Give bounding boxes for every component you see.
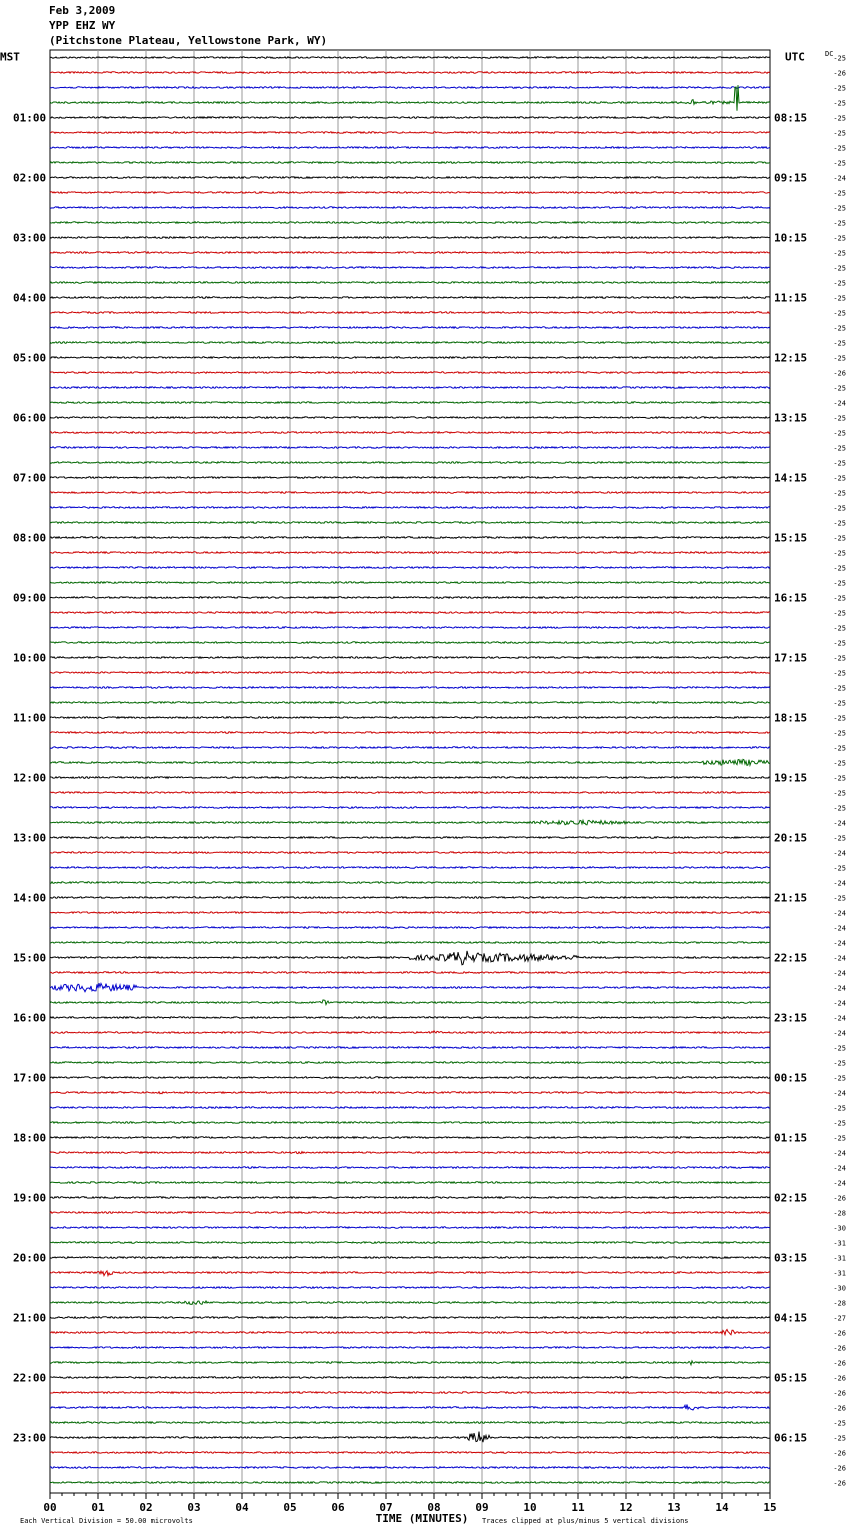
dc-offset-label: -24: [833, 819, 846, 828]
utc-hour-label: 02:15: [774, 1191, 808, 1205]
seismic-trace: [50, 1092, 770, 1094]
dc-offset-label: -25: [833, 459, 846, 468]
seismic-trace: [50, 807, 770, 809]
seismic-trace: [50, 177, 770, 179]
dc-offset-label: -24: [833, 1014, 846, 1023]
dc-offset-label: -26: [833, 1479, 846, 1488]
seismic-trace: [50, 192, 770, 194]
mst-hour-label: 10:00: [13, 651, 47, 665]
footer-scale-note: Each Vertical Division = 50.00 microvolts: [20, 1517, 193, 1525]
seismic-trace: [50, 942, 770, 944]
seismic-trace: [50, 1077, 770, 1079]
dc-offset-label: -25: [833, 744, 846, 753]
mst-hour-label: 09:00: [13, 591, 47, 605]
mst-hour-label: 01:00: [13, 111, 47, 125]
dc-offset-label: -26: [833, 1404, 846, 1413]
seismic-trace: [50, 837, 770, 839]
seismic-trace: [50, 87, 770, 89]
x-tick-label: 02: [139, 1501, 153, 1514]
utc-hour-label: 05:15: [774, 1371, 808, 1385]
dc-offset-label: -25: [833, 339, 846, 348]
seismic-trace: [50, 1377, 770, 1379]
dc-offset-label: -25: [833, 324, 846, 333]
dc-offset-label: -25: [833, 414, 846, 423]
dc-offset-label: -31: [833, 1269, 846, 1278]
seismic-trace: [50, 342, 770, 344]
utc-hour-label: 03:15: [774, 1251, 808, 1265]
x-tick-label: 15: [763, 1501, 777, 1514]
dc-offset-label: -30: [833, 1284, 846, 1293]
dc-offset-label: -25: [833, 639, 846, 648]
seismic-trace: [50, 1152, 770, 1154]
seismic-trace: [50, 1422, 770, 1424]
seismic-trace: [50, 1361, 770, 1365]
dc-offset-label: -25: [833, 1119, 846, 1128]
utc-hour-label: 10:15: [774, 231, 808, 245]
dc-offset-label: -25: [833, 684, 846, 693]
mst-hour-label: 15:00: [13, 951, 47, 965]
seismic-trace: [50, 297, 770, 299]
mst-hour-label: 18:00: [13, 1131, 47, 1145]
dc-axis-label: DC: [825, 50, 834, 58]
x-tick-label: 14: [715, 1501, 729, 1514]
dc-offset-label: -25: [833, 114, 846, 123]
dc-offset-label: -25: [833, 474, 846, 483]
chart-header-location: (Pitchstone Plateau, Yellowstone Park, WY): [49, 34, 328, 47]
dc-offset-label: -28: [833, 1209, 846, 1218]
seismic-trace: [50, 72, 770, 74]
seismic-trace: [50, 1167, 770, 1169]
mst-hour-label: 11:00: [13, 711, 47, 725]
x-tick-label: 06: [331, 1501, 345, 1514]
dc-offset-label: -26: [833, 69, 846, 78]
seismic-trace: [50, 552, 770, 554]
dc-offset-label: -25: [833, 894, 846, 903]
seismic-trace: [50, 417, 770, 419]
seismic-trace: [50, 1107, 770, 1109]
utc-hour-label: 04:15: [774, 1311, 808, 1325]
seismic-trace: [50, 85, 770, 111]
seismic-trace: [50, 1257, 770, 1259]
utc-axis-label: UTC: [785, 50, 805, 64]
dc-offset-label: -31: [833, 1254, 846, 1263]
dc-offset-label: -25: [833, 759, 846, 768]
seismic-trace: [50, 1031, 770, 1034]
utc-hour-label: 08:15: [774, 111, 808, 125]
chart-header-date: Feb 3,2009: [49, 4, 116, 17]
seismic-trace: [50, 1467, 770, 1469]
seismic-trace: [50, 207, 770, 209]
seismic-trace: [50, 132, 770, 134]
seismic-trace: [50, 983, 770, 992]
dc-offset-label: -25: [833, 264, 846, 273]
seismic-trace: [50, 582, 770, 584]
seismic-trace: [50, 1242, 770, 1244]
plot-frame: [50, 50, 770, 1493]
x-tick-label: 10: [523, 1501, 537, 1514]
seismic-trace: [50, 237, 770, 239]
dc-offset-label: -25: [833, 144, 846, 153]
seismic-trace: [50, 1287, 770, 1289]
dc-offset-label: -25: [833, 1134, 846, 1143]
seismic-trace: [50, 1482, 770, 1484]
seismic-trace: [50, 1404, 770, 1410]
dc-offset-label: -25: [833, 504, 846, 513]
seismic-trace: [50, 702, 770, 704]
x-tick-label: 09: [475, 1501, 489, 1514]
seismic-trace: [50, 402, 770, 404]
mst-hour-label: 12:00: [13, 771, 47, 785]
utc-hour-label: 18:15: [774, 711, 808, 725]
dc-offset-label: -26: [833, 369, 846, 378]
dc-offset-label: -24: [833, 879, 846, 888]
dc-offset-label: -25: [833, 1044, 846, 1053]
dc-offset-label: -25: [833, 624, 846, 633]
seismic-trace: [50, 507, 770, 509]
dc-offset-label: -26: [833, 1374, 846, 1383]
dc-offset-label: -25: [833, 1104, 846, 1113]
dc-offset-label: -25: [833, 534, 846, 543]
dc-offset-label: -24: [833, 1089, 846, 1098]
dc-offset-label: -25: [833, 834, 846, 843]
mst-hour-label: 07:00: [13, 471, 47, 485]
dc-offset-label: -24: [833, 909, 846, 918]
utc-hour-label: 01:15: [774, 1131, 808, 1145]
dc-offset-label: -25: [833, 1434, 846, 1443]
seismic-trace: [50, 672, 770, 674]
utc-hour-label: 17:15: [774, 651, 808, 665]
seismic-trace: [50, 927, 770, 929]
seismic-trace: [50, 852, 770, 854]
dc-offset-label: -26: [833, 1449, 846, 1458]
seismic-trace: [50, 1047, 770, 1049]
dc-offset-label: -26: [833, 1389, 846, 1398]
mst-hour-label: 13:00: [13, 831, 47, 845]
dc-offset-label: -31: [833, 1239, 846, 1248]
dc-offset-label: -25: [833, 309, 846, 318]
chart-header-station: YPP EHZ WY: [49, 19, 116, 32]
dc-offset-label: -24: [833, 1164, 846, 1173]
seismic-trace: [50, 897, 770, 899]
dc-offset-label: -25: [833, 699, 846, 708]
x-tick-label: 00: [43, 1501, 57, 1514]
utc-hour-label: 15:15: [774, 531, 808, 545]
seismic-trace: [50, 357, 770, 359]
seismic-trace: [50, 882, 770, 884]
dc-offset-label: -24: [833, 849, 846, 858]
seismic-trace: [50, 462, 770, 464]
seismic-trace: [50, 1392, 770, 1394]
dc-offset-label: -25: [833, 159, 846, 168]
seismic-trace: [50, 372, 770, 374]
dc-offset-label: -25: [833, 864, 846, 873]
seismic-trace: [50, 522, 770, 524]
seismic-trace: [50, 777, 770, 779]
utc-hour-label: 20:15: [774, 831, 808, 845]
utc-hour-label: 14:15: [774, 471, 808, 485]
utc-hour-label: 09:15: [774, 171, 808, 185]
seismic-trace: [50, 1062, 770, 1064]
seismic-trace: [50, 820, 770, 825]
dc-offset-label: -25: [833, 564, 846, 573]
dc-offset-label: -25: [833, 99, 846, 108]
mst-hour-label: 05:00: [13, 351, 47, 365]
seismic-trace: [50, 387, 770, 389]
x-tick-label: 12: [619, 1501, 633, 1514]
dc-offset-label: -25: [833, 444, 846, 453]
seismic-trace: [50, 1227, 770, 1229]
dc-offset-label: -25: [833, 54, 846, 63]
utc-hour-label: 21:15: [774, 891, 808, 905]
utc-hour-label: 06:15: [774, 1431, 808, 1445]
footer-clip-note: Traces clipped at plus/minus 5 vertical divisions: [482, 1517, 689, 1525]
dc-offset-label: -24: [833, 999, 846, 1008]
seismic-trace: [50, 117, 770, 119]
seismic-trace: [50, 657, 770, 659]
utc-hour-label: 19:15: [774, 771, 808, 785]
dc-offset-label: -25: [833, 729, 846, 738]
seismic-trace: [50, 267, 770, 269]
mst-hour-label: 22:00: [13, 1371, 47, 1385]
x-tick-label: 05: [283, 1501, 297, 1514]
dc-offset-label: -25: [833, 669, 846, 678]
mst-hour-label: 06:00: [13, 411, 47, 425]
seismic-trace: [50, 447, 770, 449]
x-tick-label: 11: [571, 1501, 585, 1514]
dc-offset-label: -25: [833, 429, 846, 438]
seismic-trace: [50, 312, 770, 314]
seismic-trace: [50, 792, 770, 794]
dc-offset-label: -25: [833, 774, 846, 783]
seismic-trace: [50, 1271, 770, 1276]
dc-offset-label: -24: [833, 174, 846, 183]
dc-offset-label: -25: [833, 714, 846, 723]
x-tick-label: 07: [379, 1501, 393, 1514]
seismic-trace: [50, 1212, 770, 1214]
seismic-trace: [50, 951, 770, 965]
seismic-trace: [50, 282, 770, 284]
dc-offset-label: -30: [833, 1224, 846, 1233]
dc-offset-label: -25: [833, 1419, 846, 1428]
dc-offset-label: -25: [833, 189, 846, 198]
dc-offset-label: -24: [833, 1179, 846, 1188]
dc-offset-label: -26: [833, 1194, 846, 1203]
seismic-trace: [50, 432, 770, 434]
seismic-trace: [50, 567, 770, 569]
dc-offset-label: -25: [833, 249, 846, 258]
seismic-trace: [50, 912, 770, 914]
dc-offset-label: -25: [833, 549, 846, 558]
dc-offset-label: -26: [833, 1464, 846, 1473]
mst-hour-label: 19:00: [13, 1191, 47, 1205]
mst-hour-label: 02:00: [13, 171, 47, 185]
dc-offset-label: -25: [833, 84, 846, 93]
dc-offset-label: -25: [833, 234, 846, 243]
dc-offset-label: -28: [833, 1299, 846, 1308]
seismic-trace: [50, 597, 770, 599]
x-tick-label: 13: [667, 1501, 681, 1514]
mst-hour-label: 08:00: [13, 531, 47, 545]
seismic-trace: [50, 867, 770, 869]
seismic-trace: [50, 1197, 770, 1199]
seismic-trace: [50, 147, 770, 149]
seismic-trace: [50, 327, 770, 329]
seismic-trace: [50, 1452, 770, 1454]
seismic-trace: [50, 717, 770, 719]
seismic-trace: [50, 1347, 770, 1349]
seismic-trace: [50, 537, 770, 539]
dc-offset-label: -24: [833, 954, 846, 963]
dc-offset-label: -24: [833, 984, 846, 993]
seismic-trace: [50, 687, 770, 689]
dc-offset-label: -25: [833, 294, 846, 303]
x-tick-label: 01: [91, 1501, 105, 1514]
seismic-trace: [50, 972, 770, 974]
utc-hour-label: 13:15: [774, 411, 808, 425]
dc-offset-label: -25: [833, 594, 846, 603]
dc-offset-label: -25: [833, 519, 846, 528]
dc-offset-label: -25: [833, 219, 846, 228]
mst-axis-label: MST: [0, 50, 20, 64]
dc-offset-label: -24: [833, 1149, 846, 1158]
utc-hour-label: 22:15: [774, 951, 808, 965]
dc-offset-label: -25: [833, 489, 846, 498]
mst-hour-label: 21:00: [13, 1311, 47, 1325]
seismic-trace: [50, 759, 770, 765]
seismic-trace: [50, 162, 770, 164]
mst-hour-label: 03:00: [13, 231, 47, 245]
dc-offset-label: -25: [833, 279, 846, 288]
dc-offset-label: -24: [833, 924, 846, 933]
dc-offset-label: -26: [833, 1344, 846, 1353]
dc-offset-label: -26: [833, 1359, 846, 1368]
seismic-trace: [50, 1301, 770, 1305]
utc-hour-label: 16:15: [774, 591, 808, 605]
mst-hour-label: 23:00: [13, 1431, 47, 1445]
dc-offset-label: -25: [833, 354, 846, 363]
seismic-trace: [50, 747, 770, 749]
dc-offset-label: -25: [833, 384, 846, 393]
mst-hour-label: 04:00: [13, 291, 47, 305]
dc-offset-label: -25: [833, 579, 846, 588]
seismic-trace: [50, 1182, 770, 1184]
seismic-trace: [50, 1432, 770, 1443]
dc-offset-label: -25: [833, 789, 846, 798]
seismic-trace: [50, 627, 770, 629]
x-tick-label: 04: [235, 1501, 249, 1514]
seismic-trace: [50, 1317, 770, 1319]
dc-offset-label: -24: [833, 1029, 846, 1038]
dc-offset-label: -24: [833, 939, 846, 948]
utc-hour-label: 11:15: [774, 291, 808, 305]
dc-offset-label: -25: [833, 1059, 846, 1068]
seismic-trace: [50, 57, 770, 59]
seismic-trace: [50, 612, 770, 614]
mst-hour-label: 20:00: [13, 1251, 47, 1265]
x-tick-label: 08: [427, 1501, 441, 1514]
seismic-trace: [50, 477, 770, 479]
seismic-trace: [50, 732, 770, 734]
mst-hour-label: 14:00: [13, 891, 47, 905]
utc-hour-label: 23:15: [774, 1011, 808, 1025]
dc-offset-label: -25: [833, 1074, 846, 1083]
utc-hour-label: 12:15: [774, 351, 808, 365]
dc-offset-label: -25: [833, 804, 846, 813]
seismic-trace: [50, 1330, 770, 1335]
seismic-trace: [50, 252, 770, 254]
x-axis-title: TIME (MINUTES): [375, 1512, 469, 1525]
dc-offset-label: -25: [833, 129, 846, 138]
utc-hour-label: 00:15: [774, 1071, 808, 1085]
dc-offset-label: -25: [833, 204, 846, 213]
seismic-trace: [50, 1122, 770, 1124]
dc-offset-label: -25: [833, 654, 846, 663]
seismic-trace: [50, 1000, 770, 1005]
seismic-trace: [50, 492, 770, 494]
mst-hour-label: 17:00: [13, 1071, 47, 1085]
dc-offset-label: -26: [833, 1329, 846, 1338]
mst-hour-label: 16:00: [13, 1011, 47, 1025]
x-tick-label: 03: [187, 1501, 201, 1514]
seismic-trace: [50, 222, 770, 224]
dc-offset-label: -24: [833, 969, 846, 978]
dc-offset-label: -24: [833, 399, 846, 408]
seismic-trace: [50, 1017, 770, 1019]
seismic-trace: [50, 1137, 770, 1139]
seismic-trace: [50, 642, 770, 644]
dc-offset-label: -25: [833, 609, 846, 618]
dc-offset-label: -27: [833, 1314, 846, 1323]
